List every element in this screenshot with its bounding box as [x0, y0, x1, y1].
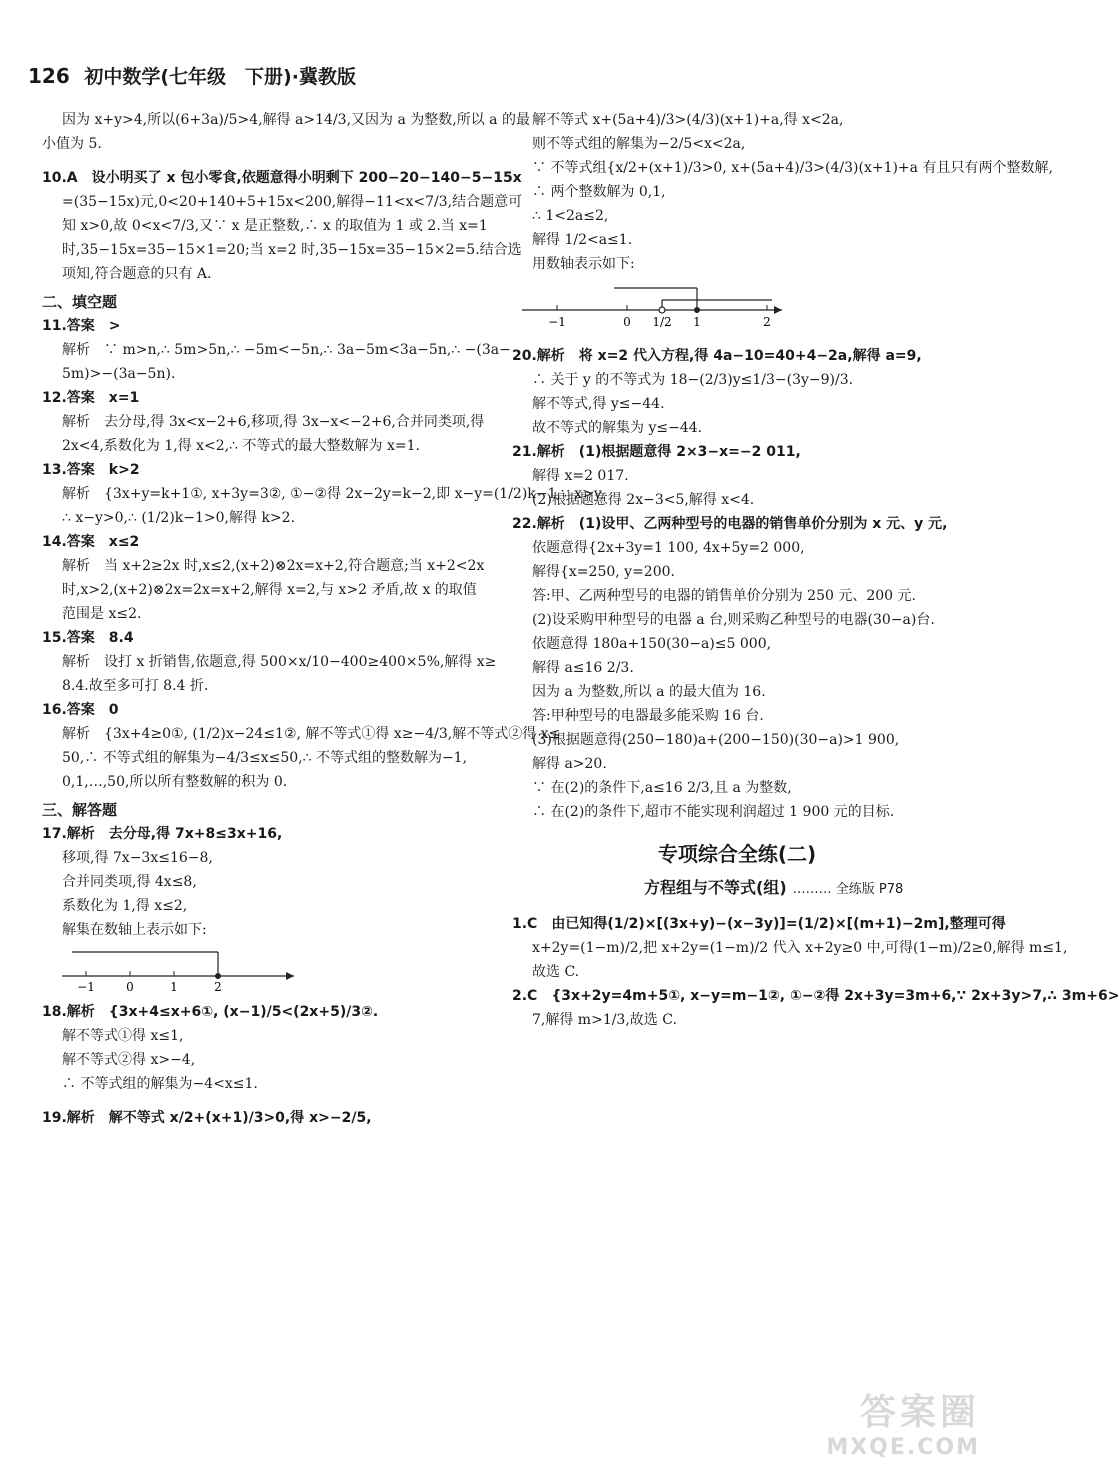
text-line: ∴ 两个整数解为 0,1, [532, 184, 666, 200]
watermark-url: MXQE.COM [826, 1435, 980, 1460]
answer-17: 17.解析 去分母,得 7x+8≤3x+16, [42, 826, 283, 842]
text-line: 系数化为 1,得 x≤2, [62, 898, 188, 914]
special-answer-2: 2.C {3x+2y=4m+5①, x−y=m−1②, ①−②得 2x+3y=3m+6,∵ 2x+3y>7,∴ 3m+6> [512, 988, 1119, 1004]
text-line: 解得 a≤16 2/3. [532, 660, 634, 676]
text-line: 解得 x=2 017. [532, 468, 629, 484]
watermark-logo [826, 1384, 980, 1460]
text-line: (2)根据题意得 2x−3<5,解得 x<4. [532, 492, 755, 508]
special-section-subtitle [644, 876, 962, 902]
text-line: ∵ 在(2)的条件下,a≤16 2/3,且 a 为整数, [532, 780, 792, 796]
tick-label: −1 [548, 315, 566, 329]
text-line: 0,1,…,50,所以所有整数解的积为 0. [62, 774, 288, 790]
tick-label: 1 [693, 315, 701, 329]
text-line: 答:甲、乙两种型号的电器的销售单价分别为 250 元、200 元. [532, 588, 916, 604]
tick-label: −1 [77, 980, 95, 994]
tick-label: 0 [623, 315, 631, 329]
text-line: 用数轴表示如下: [532, 256, 635, 272]
text-line: 解不等式①得 x≤1, [62, 1028, 184, 1044]
text-line: 故选 C. [532, 964, 580, 980]
text-line: =(35−15x)元,0<20+140+5+15x<200,解得−11<x<7/3,结合题意可 [62, 194, 523, 210]
text-line: 解集在数轴上表示如下: [62, 922, 207, 938]
section-heading-fill: 二、填空题 [42, 293, 118, 311]
answer-11: 11.答案 > [42, 318, 121, 334]
text-line: 答:甲种型号的电器最多能采购 16 台. [532, 708, 764, 724]
section-heading-solve: 三、解答题 [42, 801, 118, 819]
analysis-15: 解析 设打 x 折销售,依题意,得 500×x/10−400≥400×5%,解得 x≥ [62, 654, 497, 670]
book-title: 初中数学(七年级 下册)·冀教版 [84, 66, 356, 88]
text-line: 解不等式 x+(5a+4)/3>(4/3)(x+1)+a,得 x<2a, [532, 112, 844, 128]
analysis-13: 解析 {3x+y=k+1①, x+3y=3②, ①−②得 2x−2y=k−2,即 x−y=(1/2)k−1,∵ x>y, [62, 486, 605, 502]
text-line: 因为 a 为整数,所以 a 的最大值为 16. [532, 684, 766, 700]
text-line: 因为 x+y>4,所以(6+3a)/5>4,解得 a>14/3,又因为 a 为整数,所以 a 的最 [62, 112, 530, 128]
text-line: (2)设采购甲种型号的电器 a 台,则采购乙种型号的电器(30−a)台. [532, 612, 935, 628]
tick-label: 1 [170, 980, 178, 994]
special-section-title: 专项综合全练(二) [657, 842, 817, 866]
text-line: 依题意得 180a+150(30−a)≤5 000, [532, 636, 772, 652]
analysis-12: 解析 去分母,得 3x<x−2+6,移项,得 3x−x<−2+6,合并同类项,得 [62, 414, 485, 430]
answer-22: 22.解析 (1)设甲、乙两种型号的电器的销售单价分别为 x 元、y 元, [512, 516, 948, 532]
text-line: 50,∴ 不等式组的解集为−4/3≤x≤50,∴ 不等式组的整数解为−1, [62, 750, 468, 766]
text-line: ∴ 不等式组的解集为−4<x≤1. [62, 1076, 258, 1092]
text-line: 知 x>0,故 0<x<7/3,又∵ x 是正整数,∴ x 的取值为 1 或 2.当 x=1 [62, 218, 488, 234]
text-line: 移项,得 7x−3x≤16−8, [62, 850, 213, 866]
analysis-11: 解析 ∵ m>n,∴ 5m>5n,∴ −5m<−5n,∴ 3a−5m<3a−5n,∴ −(3a− [62, 342, 511, 358]
text-line: 依题意得{2x+3y=1 100, 4x+5y=2 000, [532, 540, 805, 556]
text-line: 8.4.故至多可打 8.4 折. [62, 678, 209, 694]
text-line: ∴ 1<2a≤2, [532, 208, 609, 224]
page-reference: ……… 全练版 P78 [792, 882, 904, 897]
text-line: ∴ x−y>0,∴ (1/2)k−1>0,解得 k>2. [62, 510, 296, 526]
text-line: 解得 a>20. [532, 756, 607, 772]
analysis-14: 解析 当 x+2≥2x 时,x≤2,(x+2)⊗2x=x+2,符合题意;当 x+2<2x [62, 558, 485, 574]
text-line: 2x<4,系数化为 1,得 x<2,∴ 不等式的最大整数解为 x=1. [62, 438, 420, 454]
answer-12: 12.答案 x=1 [42, 390, 140, 406]
text-line: 解不等式,得 y≤−44. [532, 396, 665, 412]
answer-15: 15.答案 8.4 [42, 630, 134, 646]
text-line: 故不等式的解集为 y≤−44. [532, 420, 703, 436]
answer-16: 16.答案 0 [42, 702, 119, 718]
subtitle-text: 方程组与不等式(组) [644, 878, 787, 897]
tick-label: 0 [126, 980, 134, 994]
answer-10: 10.A 设小明买了 x 包小零食,依题意得小明剩下 200−20−140−5−15x [42, 170, 522, 186]
text-line: 7,解得 m>1/3,故选 C. [532, 1012, 677, 1028]
answer-19: 19.解析 解不等式 x/2+(x+1)/3>0,得 x>−2/5, [42, 1110, 372, 1126]
number-line-19 [512, 280, 812, 338]
text-line: 5m)>−(3a−5n). [62, 366, 176, 382]
text-line: 时,35−15x=35−15×1=20;当 x=2 时,35−15x=35−15×2=5.结合选 [62, 242, 522, 258]
right-column [512, 108, 1119, 1032]
text-line: 解不等式②得 x>−4, [62, 1052, 196, 1068]
answer-21: 21.解析 (1)根据题意得 2×3−x=−2 011, [512, 444, 801, 460]
tick-label: 2 [214, 980, 222, 994]
text-line: ∵ 不等式组{x/2+(x+1)/3>0, x+(5a+4)/3>(4/3)(x+1)+a 有且只有两个整数解, [532, 160, 1053, 176]
text-line: ∴ 关于 y 的不等式为 18−(2/3)y≤1/3−(3y−9)/3. [532, 372, 854, 388]
tick-label: 2 [763, 315, 771, 329]
text-line: x+2y=(1−m)/2,把 x+2y=(1−m)/2 代入 x+2y≥0 中,可得(1−m)/2≥0,解得 m≤1, [532, 940, 1068, 956]
answer-18: 18.解析 {3x+4≤x+6①, (x−1)/5<(2x+5)/3②. [42, 1004, 379, 1020]
page-header [28, 62, 356, 89]
answer-13: 13.答案 k>2 [42, 462, 140, 478]
text-line: 解得{x=250, y=200. [532, 564, 675, 580]
analysis-16: 解析 {3x+4≥0①, (1/2)x−24≤1②, 解不等式①得 x≥−4/3,解不等式②得 x≤ [62, 726, 561, 742]
text-line: 解得 1/2<a≤1. [532, 232, 633, 248]
tick-label: 1/2 [652, 315, 672, 329]
text-line: ∴ 在(2)的条件下,超市不能实现利润超过 1 900 元的目标. [532, 804, 895, 820]
page-number: 126 [28, 64, 70, 88]
text-line: 范围是 x≤2. [62, 606, 142, 622]
number-line-17 [42, 946, 302, 994]
answer-20: 20.解析 将 x=2 代入方程,得 4a−10=40+4−2a,解得 a=9, [512, 348, 922, 364]
watermark-text: 答案圈 [859, 1392, 980, 1433]
text-line: 则不等式组的解集为−2/5<x<2a, [532, 136, 746, 152]
special-answer-1: 1.C 由已知得(1/2)×[(3x+y)−(x−3y)]=(1/2)×[(m+1)−2m],整理可得 [512, 916, 1006, 932]
text-line: (3)根据题意得(250−180)a+(200−150)(30−a)>1 900, [532, 732, 900, 748]
text-line: 小值为 5. [42, 136, 102, 152]
text-line: 合并同类项,得 4x≤8, [62, 874, 197, 890]
text-line: 时,x>2,(x+2)⊗2x=2x=x+2,解得 x=2,与 x>2 矛盾,故 x 的取值 [62, 582, 477, 598]
text-line: 项知,符合题意的只有 A. [62, 266, 212, 282]
answer-14: 14.答案 x≤2 [42, 534, 140, 550]
